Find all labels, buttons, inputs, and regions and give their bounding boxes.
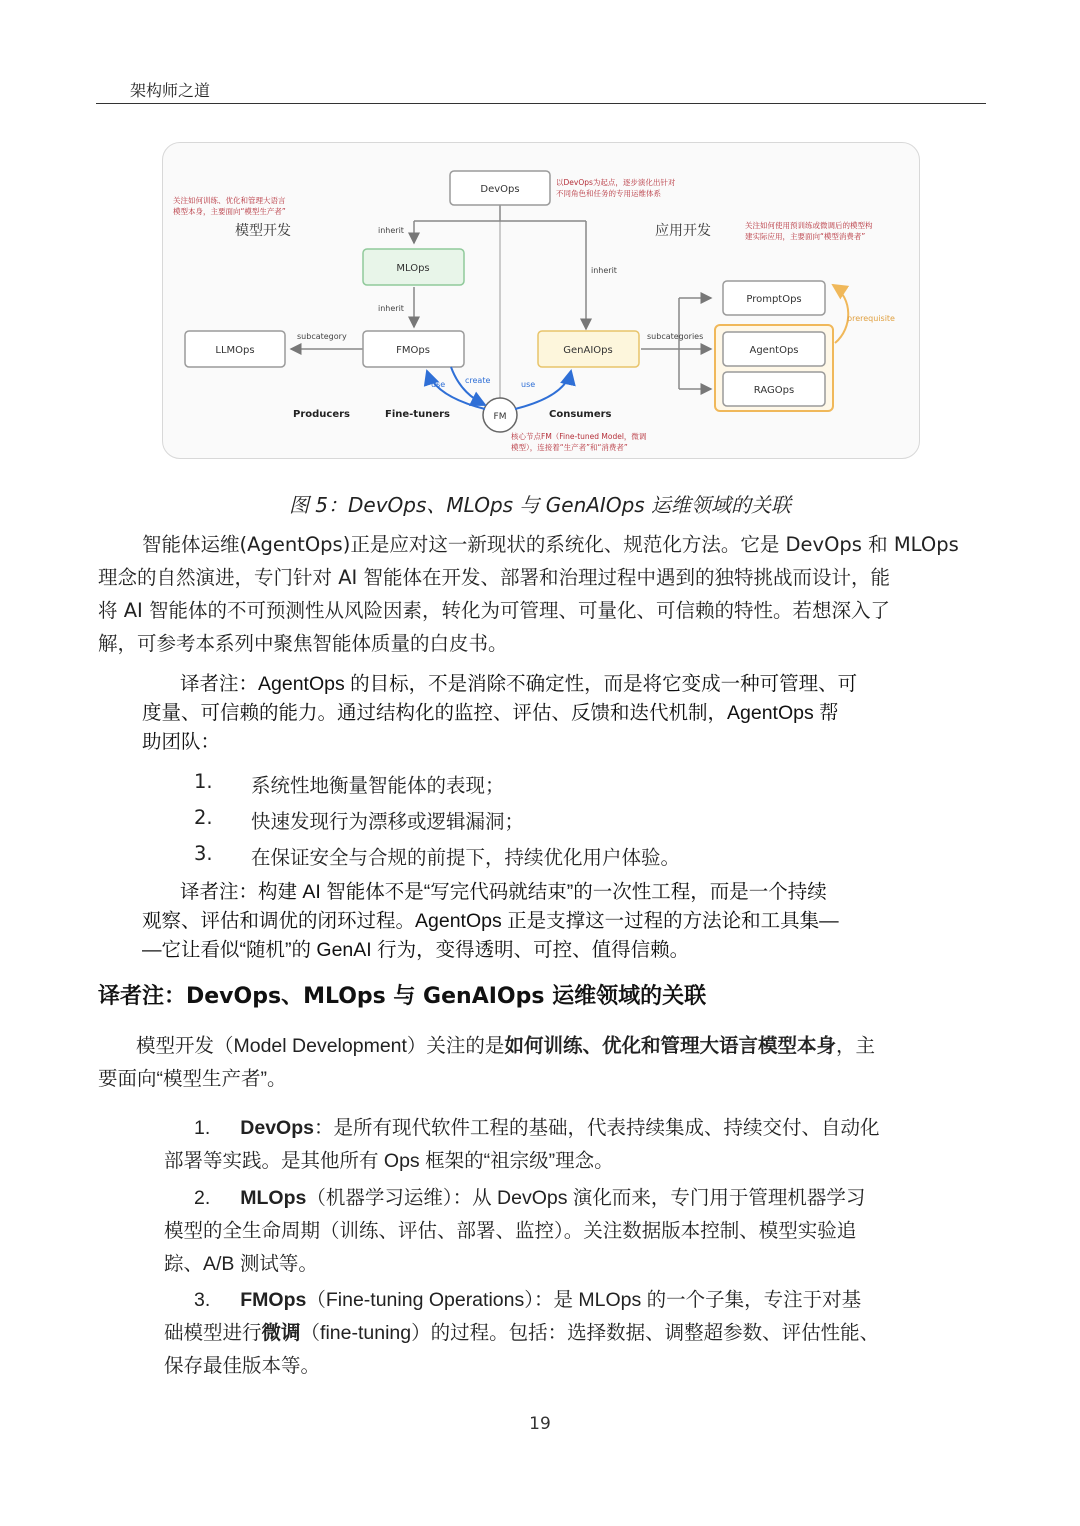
node-promptops-label: PromptOps — [746, 294, 802, 305]
list-text: 在保证安全与合规的前提下，持续优化用户体验。 — [251, 846, 681, 869]
ops-diagram-figure — [162, 142, 920, 459]
list-number: 1. — [194, 770, 213, 793]
label-producers: Producers — [293, 409, 351, 420]
edge-label-inherit-3: inherit — [591, 266, 617, 275]
term-devops: DevOps — [240, 1117, 314, 1139]
node-fm-label: FM — [493, 412, 507, 422]
note1-line2: 度量、可信赖的能力。通过结构化的监控、评估、反馈和迭代机制，AgentOps 帮 — [142, 702, 839, 724]
list-number: 3. — [194, 842, 213, 865]
note2-line2: 观察、评估和调优的闭环过程。AgentOps 正是支撑这一过程的方法论和工具集— — [142, 910, 839, 932]
edge-label-prerequisite: prerequisite — [847, 314, 895, 323]
node-devops-label: DevOps — [480, 184, 520, 195]
ops-list-item-devops: 1. DevOps：是所有现代软件工程的基础，代表持续集成、持续交付、自动化 部署等实践。是其他所有 Ops 框架的“祖宗级”理念。 — [164, 1117, 880, 1172]
header-rule — [96, 103, 986, 104]
para1-line4: 解，可参考本系列中聚焦智能体质量的白皮书。 — [98, 632, 508, 655]
annotation-top-2: 不同角色和任务的专用运维体系 — [556, 189, 661, 198]
arrow-prerequisite — [833, 285, 848, 343]
node-agentops-label: AgentOps — [749, 345, 799, 356]
bold-phrase: 如何训练、优化和管理大语言模型本身 — [504, 1035, 836, 1057]
edge-label-subcategory: subcategory — [297, 332, 347, 341]
annotation-bottom-2: 模型），连接着“生产者”和“消费者” — [511, 443, 628, 452]
ops-list-item-mlops: 2. MLOps（机器学习运维）：从 DevOps 演化而来，专门用于管理机器学习 模型的全生命周期（训练、评估、部署、监控）。关注数据版本控制、模型实验追 踪、A/B 测试等。 — [164, 1187, 866, 1275]
para1-line3: 将 AI 智能体的不可预测性从风险因素，转化为可管理、可量化、可信赖的特性。若想深入了 — [98, 599, 890, 622]
para1-line1: 智能体运维(AgentOps)正是应对这一新现状的系统化、规范化方法。它是 DevOps 和 MLOps — [142, 533, 959, 556]
edge-label-use-left: use — [431, 380, 446, 389]
annotation-right-2: 建实际应用，主要面向“模型消费者” — [745, 232, 866, 241]
edge-label-subcategories: subcategories — [647, 332, 704, 341]
node-fmops-label: FMOps — [396, 345, 430, 356]
translator-note-1 — [142, 670, 962, 757]
para2-line2: 要面向“模型生产者”。 — [98, 1068, 287, 1090]
node-llmops-label: LLMOps — [215, 345, 255, 356]
paragraph-model-dev — [98, 1030, 998, 1096]
node-genaiops-label: GenAIOps — [563, 345, 613, 356]
ops-list-item-fmops: 3. FMOps（Fine-tuning Operations）：是 MLOps 的一个子集，专注于对基 础模型进行微调（fine-tuning）的过程。包括：选择数据、调整超参数、评估性能、 保存最佳版本等。 — [164, 1289, 880, 1377]
list-text: 系统性地衡量智能体的表现； — [251, 774, 505, 797]
note2-line1: 译者注：构建 AI 智能体不是“写完代码就结束”的一次性工程，而是一个持续 — [180, 881, 827, 903]
annotation-left-1: 关注如何训练、优化和管理大语言 — [173, 196, 286, 205]
edge-label-inherit-2: inherit — [378, 304, 404, 313]
list-number: 2. — [194, 806, 213, 829]
page-number: 19 — [529, 1414, 551, 1434]
annotation-top-1: 以DevOps为起点，逐步演化出针对 — [556, 178, 676, 187]
term-fmops: FMOps — [240, 1289, 307, 1311]
label-model-dev: 模型开发 — [235, 223, 291, 239]
para2-line1: 模型开发（Model Development）关注的是如何训练、优化和管理大语言模型本身，主 — [136, 1035, 875, 1057]
annotation-bottom-1: 核心节点FM（Fine-tuned Model，微调 — [511, 432, 647, 441]
note2-line3: —它让看似“随机”的 GenAI 行为，变得透明、可控、值得信赖。 — [142, 939, 690, 961]
section-heading: 译者注：DevOps、MLOps 与 GenAIOps 运维领域的关联 — [98, 984, 707, 1009]
label-consumers: Consumers — [549, 409, 612, 420]
label-app-dev: 应用开发 — [655, 223, 711, 239]
term-mlops: MLOps — [240, 1187, 307, 1209]
edge-label-use-right: use — [521, 380, 536, 389]
figure-caption: 图 5：DevOps、MLOps 与 GenAIOps 运维领域的关联 — [288, 493, 792, 517]
note1-line3: 助团队： — [142, 731, 221, 753]
node-mlops-label: MLOps — [396, 263, 430, 274]
running-header: 架构师之道 — [130, 81, 211, 100]
translator-note-2 — [142, 878, 962, 965]
ops-diagram — [163, 143, 919, 458]
annotation-right-1: 关注如何使用预训练或微调后的模型构 — [745, 221, 873, 230]
node-ragops-label: RAGOps — [753, 385, 795, 396]
edge-label-inherit-1: inherit — [378, 226, 404, 235]
para1-line2: 理念的自然演进，专门针对 AI 智能体在开发、部署和治理过程中遇到的独特挑战而设计，能 — [98, 566, 890, 589]
label-finetuners: Fine-tuners — [385, 409, 450, 420]
list-text: 快速发现行为漂移或逻辑漏洞； — [251, 810, 525, 833]
arrow-fm-use-right — [515, 371, 571, 409]
paragraph-agentops-intro — [98, 528, 998, 660]
annotation-left-2: 模型本身，主要面向“模型生产者” — [173, 207, 286, 216]
note1-line1: 译者注：AgentOps 的目标，不是消除不确定性，而是将它变成一种可管理、可 — [180, 673, 858, 695]
edge-label-create: create — [465, 376, 491, 385]
